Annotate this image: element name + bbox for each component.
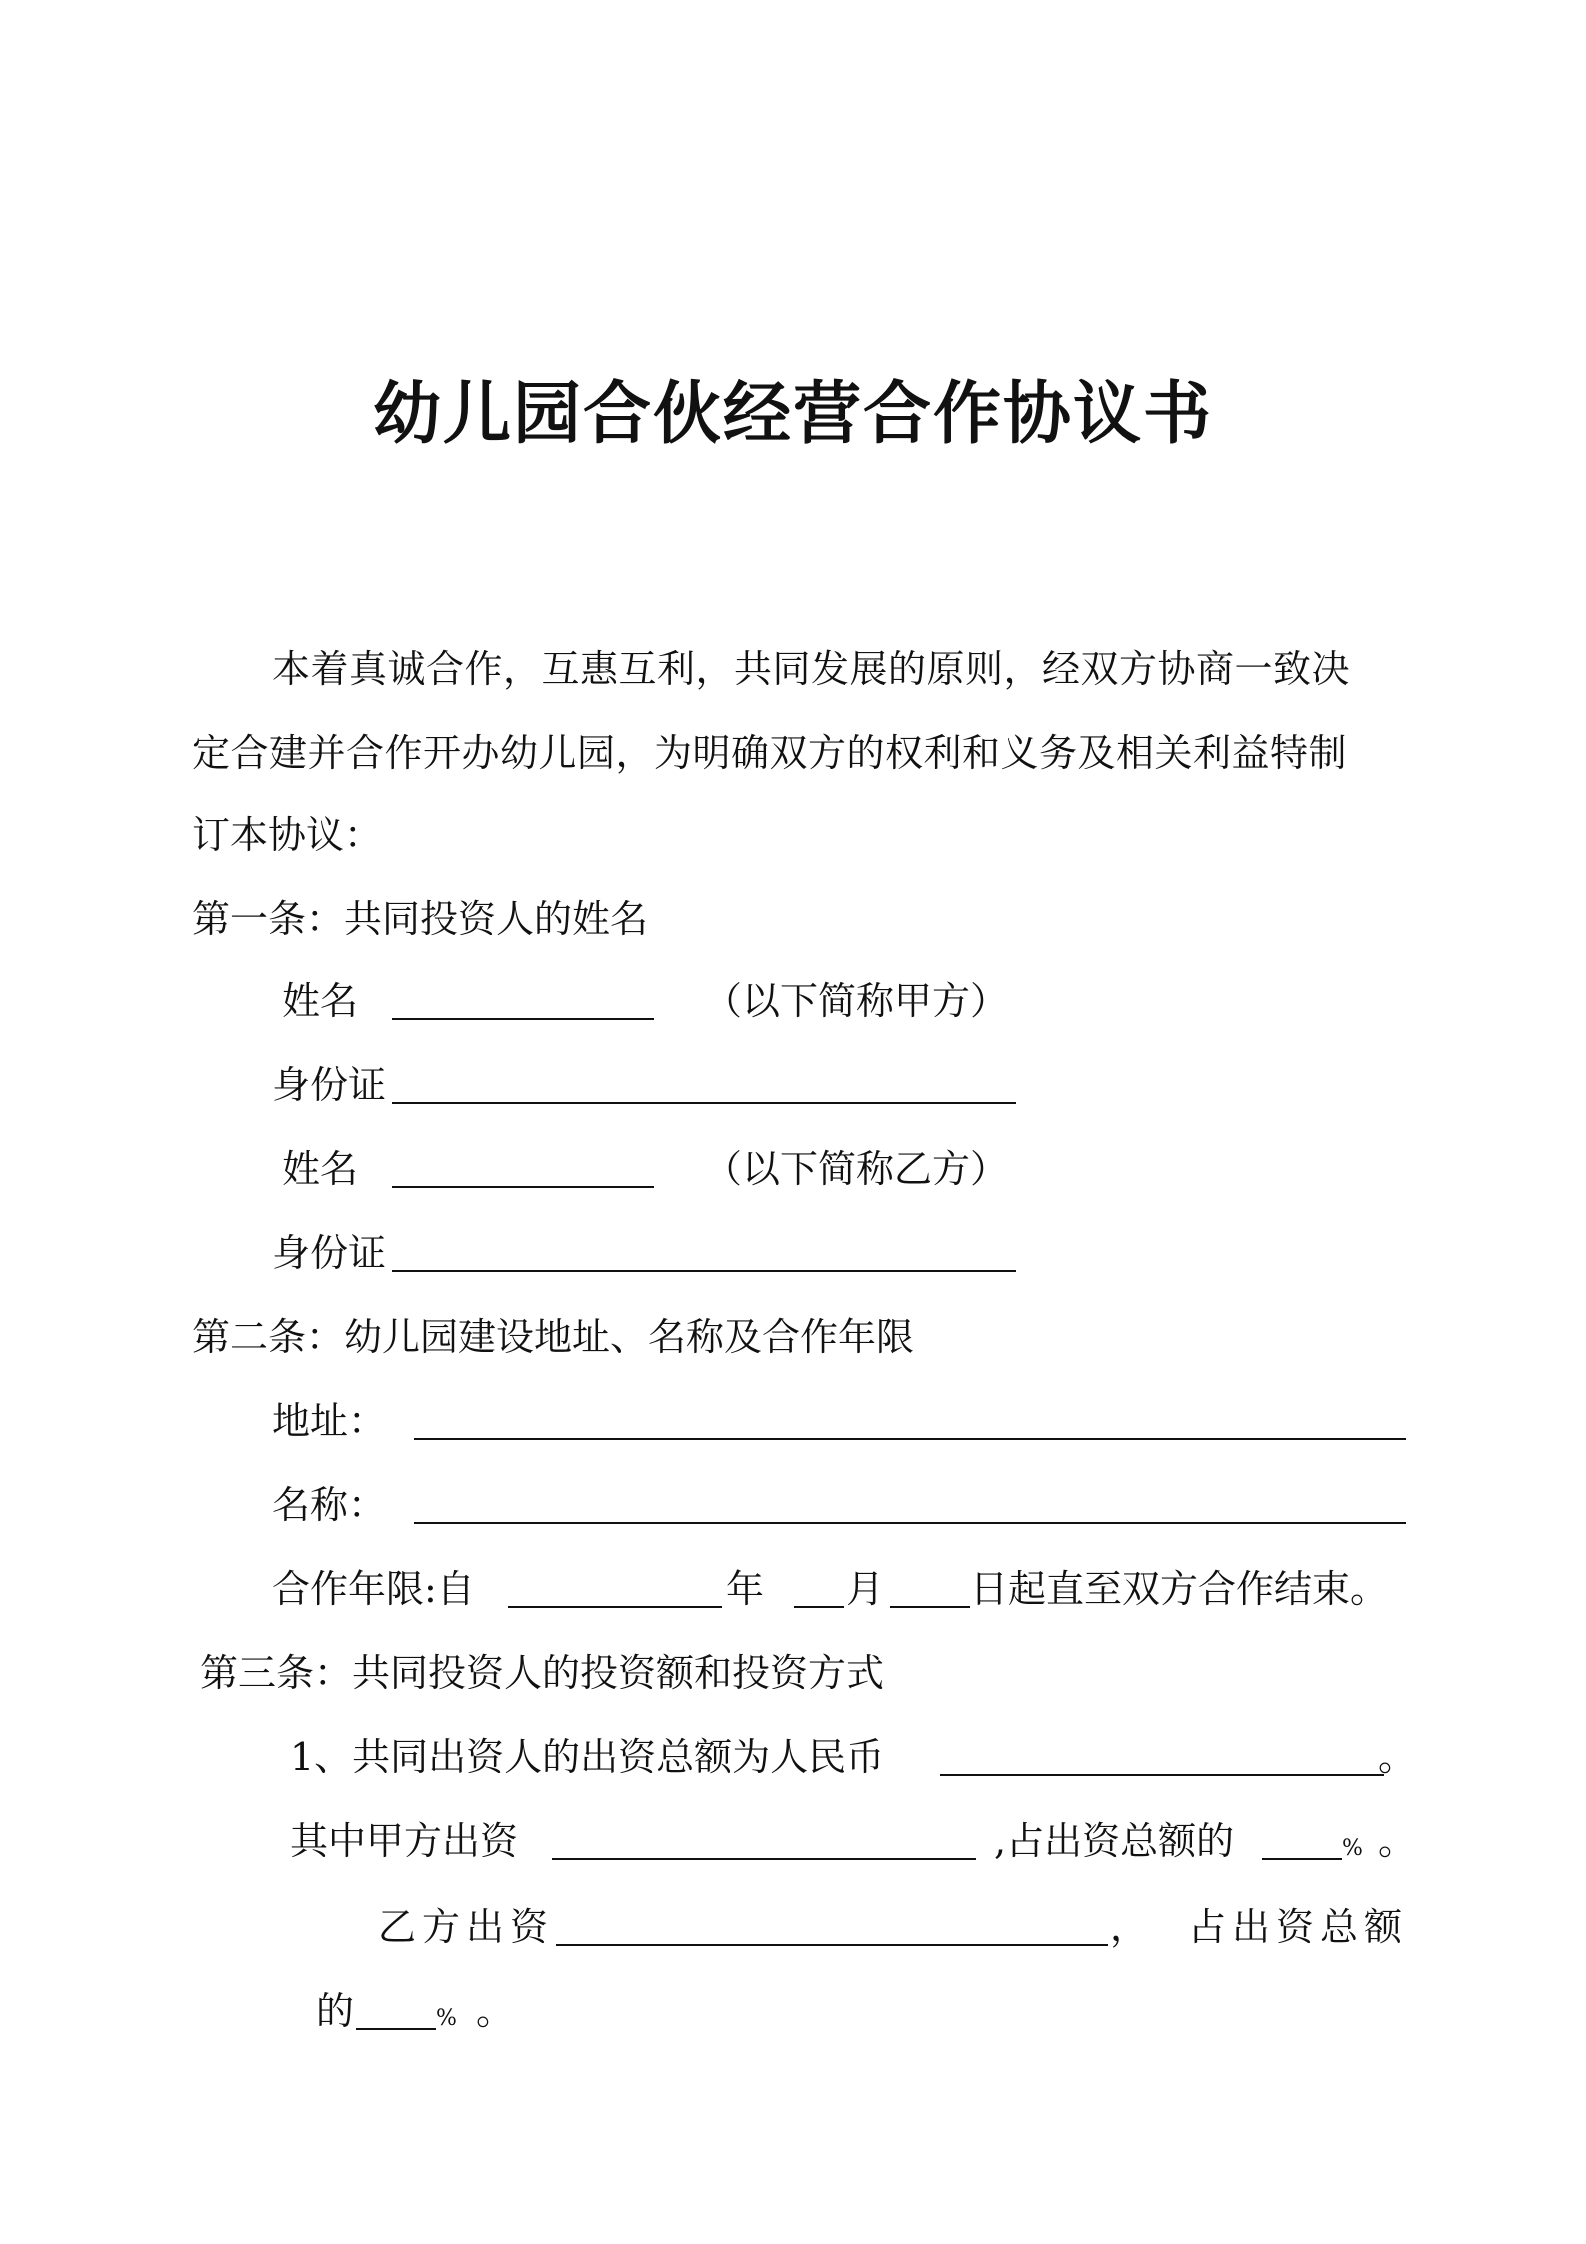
party-a-percent-field[interactable] [1262, 1858, 1342, 1860]
intro-line-1: 本着真诚合作，互惠互利，共同发展的原则，经双方协商一致决 [272, 647, 1351, 691]
kindergarten-name-label: 名称： [272, 1483, 387, 1527]
party-a-name-field[interactable] [392, 1018, 654, 1020]
total-investment-period: 。 [1378, 1735, 1417, 1779]
party-b-period: 。 [476, 1989, 515, 2033]
party-b-name-field[interactable] [392, 1186, 654, 1188]
term-year-field[interactable] [508, 1606, 722, 1608]
kindergarten-name-field[interactable] [414, 1522, 1406, 1524]
term-month-label: 月 [846, 1567, 885, 1611]
term-day-suffix: 日起直至双方合作结束。 [970, 1567, 1389, 1611]
party-b-percent-field[interactable] [356, 2028, 436, 2030]
party-a-period: 。 [1378, 1819, 1417, 1863]
party-a-share-text: ,占出资总额的 [994, 1819, 1235, 1863]
intro-line-2: 定合建并合作开办幼儿园，为明确双方的权利和义务及相关利益特制 [192, 731, 1348, 775]
party-b-note: （以下简称乙方） [704, 1147, 1009, 1191]
party-b-of: 的 [316, 1989, 355, 2033]
term-month-field[interactable] [794, 1606, 844, 1608]
document-title: 幼儿园合伙经营合作协议书 [372, 374, 1213, 454]
party-a-name-label: 姓名 [282, 979, 359, 1023]
term-year-label: 年 [726, 1567, 765, 1611]
party-b-share-text: 占出资总额 [1188, 1905, 1409, 1949]
party-a-id-label: 身份证 [272, 1063, 387, 1107]
party-b-investment-label: 乙方出资 [378, 1905, 555, 1949]
address-field[interactable] [414, 1438, 1406, 1440]
term-day-field[interactable] [890, 1606, 970, 1608]
party-a-percent-sign: % [1342, 1836, 1363, 1861]
address-label: 地址： [272, 1399, 387, 1443]
total-investment-label: 1、共同出资人的出资总额为人民币 [290, 1735, 885, 1779]
party-b-name-label: 姓名 [282, 1147, 359, 1191]
article-3-heading: 第三条：共同投资人的投资额和投资方式 [200, 1651, 885, 1695]
article-2-heading: 第二条：幼儿园建设地址、名称及合作年限 [192, 1315, 915, 1359]
party-a-investment-field[interactable] [552, 1858, 976, 1860]
party-b-comma: ， [1110, 1905, 1149, 1949]
party-b-id-label: 身份证 [272, 1231, 387, 1275]
party-a-note: （以下简称甲方） [704, 979, 1009, 1023]
party-b-investment-field[interactable] [556, 1944, 1108, 1946]
party-b-percent-sign: % [436, 2006, 457, 2031]
total-investment-field[interactable] [940, 1774, 1384, 1776]
intro-line-3: 订本协议： [192, 813, 383, 857]
term-prefix: 合作年限:自 [272, 1567, 475, 1611]
party-a-id-field[interactable] [392, 1102, 1016, 1104]
article-1-heading: 第一条：共同投资人的姓名 [192, 897, 649, 941]
party-b-id-field[interactable] [392, 1270, 1016, 1272]
party-a-investment-label: 其中甲方出资 [290, 1819, 519, 1863]
